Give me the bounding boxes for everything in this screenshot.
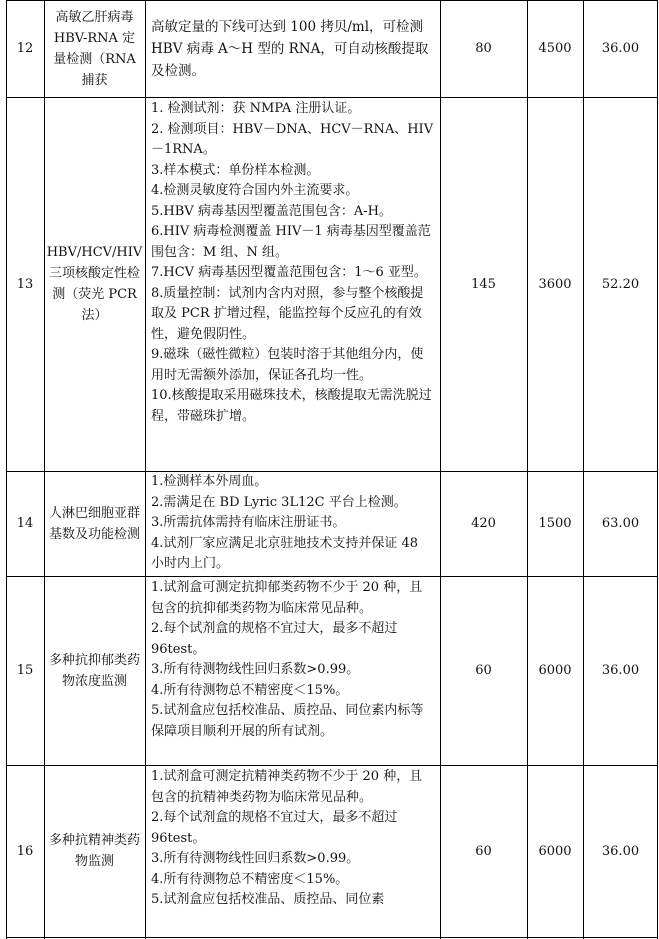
requirement-line: 高敏定量的下线可达到 100 拷贝/ml，可检测 HBV 病毒 A～H 型的 RNA，可自动核酸提取及检测。 bbox=[151, 18, 429, 79]
requirement-line: 6.HIV 病毒检测覆盖 HIV－1 病毒基因型覆盖范围包含：M 组、N 组。 bbox=[151, 224, 431, 260]
quantity-cell: 80 bbox=[475, 41, 492, 56]
quantity-cell: 60 bbox=[475, 663, 492, 678]
requirement-line: 4.所有待测物总不精密度＜15%。 bbox=[151, 682, 349, 698]
requirement-line: 1. 检测试剂：获 NMPA 注册认证。 bbox=[151, 101, 361, 116]
requirements-cell bbox=[145, 97, 440, 471]
requirement-line: 7.HCV 病毒基因型覆盖范围包含：1～6 亚型。 bbox=[151, 265, 427, 280]
requirements-cell bbox=[145, 471, 440, 576]
unit-price-cell: 3600 bbox=[538, 276, 572, 292]
requirement-line: 4.试剂厂家应满足北京驻地技术支持并保证 48 小时内上门。 bbox=[151, 535, 419, 571]
row-number: 16 bbox=[16, 843, 34, 859]
quantity-cell: 60 bbox=[475, 843, 492, 859]
requirement-line: 2.需满足在 BD Lyric 3L12C 平台上检测。 bbox=[151, 494, 407, 510]
table-row bbox=[6, 576, 658, 765]
requirement-line: 10.核酸提取采用磁珠技术，核酸提取无需洗脱过程，带磁珠扩增。 bbox=[151, 388, 432, 424]
requirement-line: 2.每个试剂盒的规格不宜过大，最多不超过 96test。 bbox=[151, 621, 398, 657]
requirements-cell bbox=[145, 0, 440, 97]
item-name: 人淋巴细胞亚群基数及功能检测 bbox=[48, 505, 140, 542]
row-divider bbox=[6, 937, 658, 938]
row-number: 14 bbox=[16, 516, 34, 531]
quantity-cell: 145 bbox=[471, 276, 496, 292]
item-name: 多种抗精神类药物监测 bbox=[48, 833, 140, 869]
row-number: 13 bbox=[16, 276, 34, 292]
requirement-line: 2.每个试剂盒的规格不宜过大，最多不超过 96test。 bbox=[151, 810, 398, 846]
quantity-cell: 420 bbox=[471, 516, 496, 531]
requirement-line: 8.质量控制：试剂内含内对照，参与整个核酸提取及 PCR 扩增过程，能监控每个反应孔的有效性，避免假阴性。 bbox=[151, 285, 424, 342]
requirement-line: 3.所有待测物线性回归系数>0.99。 bbox=[151, 851, 360, 866]
unit-price-cell: 6000 bbox=[538, 843, 572, 859]
unit-price-cell: 1500 bbox=[538, 516, 572, 531]
unit-price-cell: 4500 bbox=[538, 41, 572, 56]
item-name: 高敏乙肝病毒 HBV-RNA 定量检测（RNA 捕获 bbox=[53, 9, 136, 88]
row-number: 12 bbox=[16, 41, 34, 56]
requirement-line: 1.检测样本外周血。 bbox=[151, 474, 268, 489]
unit-price-cell: 6000 bbox=[538, 663, 572, 678]
amount-cell: 36.00 bbox=[601, 663, 640, 678]
item-name: HBV/HCV/HIV 三项核酸定性检测（荧光 PCR 法） bbox=[46, 245, 143, 323]
requirement-line: 1.试剂盒可测定抗抑郁类药物不少于 20 种，且包含的抗抑郁类药物为临床常见品种。 bbox=[151, 580, 423, 616]
requirement-line: 5.试剂盒应包括校准品、质控品、同位素内标等保障项目顺利开展的所有试剂。 bbox=[151, 703, 424, 739]
requirement-line: 3.所需抗体需持有临床注册证书。 bbox=[151, 515, 346, 530]
requirement-line: 1.试剂盒可测定抗精神类药物不少于 20 种，且包含的抗精神类药物为临床常见品种。 bbox=[151, 769, 423, 805]
requirement-line: 5.试剂盒应包括校准品、质控品、同位素 bbox=[151, 892, 385, 907]
table-row bbox=[6, 0, 658, 97]
requirement-line: 3.样本模式：单份样本检测。 bbox=[151, 162, 320, 178]
amount-cell: 36.00 bbox=[601, 843, 640, 859]
requirement-line: 4.所有待测物总不精密度＜15%。 bbox=[151, 871, 349, 887]
requirements-cell bbox=[145, 765, 440, 937]
table-row bbox=[6, 765, 658, 937]
requirement-line: 3.所有待测物线性回归系数>0.99。 bbox=[151, 662, 360, 677]
table-row bbox=[6, 471, 658, 576]
requirement-line: 4.检测灵敏度符合国内外主流要求。 bbox=[151, 183, 359, 198]
requirements-cell bbox=[145, 576, 440, 765]
amount-cell: 36.00 bbox=[601, 41, 640, 56]
requirement-line: 5.HBV 病毒基因型覆盖范围包含：A-H。 bbox=[151, 203, 392, 219]
row-number: 15 bbox=[16, 663, 34, 678]
amount-cell: 52.20 bbox=[601, 276, 640, 292]
item-name: 多种抗抑郁类药物浓度监测 bbox=[48, 652, 140, 689]
requirement-line: 9.磁珠（磁性微粒）包装时溶于其他组分内，使用时无需额外添加，保证各孔均一性。 bbox=[151, 347, 424, 383]
requirement-line: 2. 检测项目：HBV－DNA、HCV－RNA、HIV－1RNA。 bbox=[151, 121, 434, 157]
table-row bbox=[6, 97, 658, 471]
amount-cell: 63.00 bbox=[601, 516, 640, 531]
